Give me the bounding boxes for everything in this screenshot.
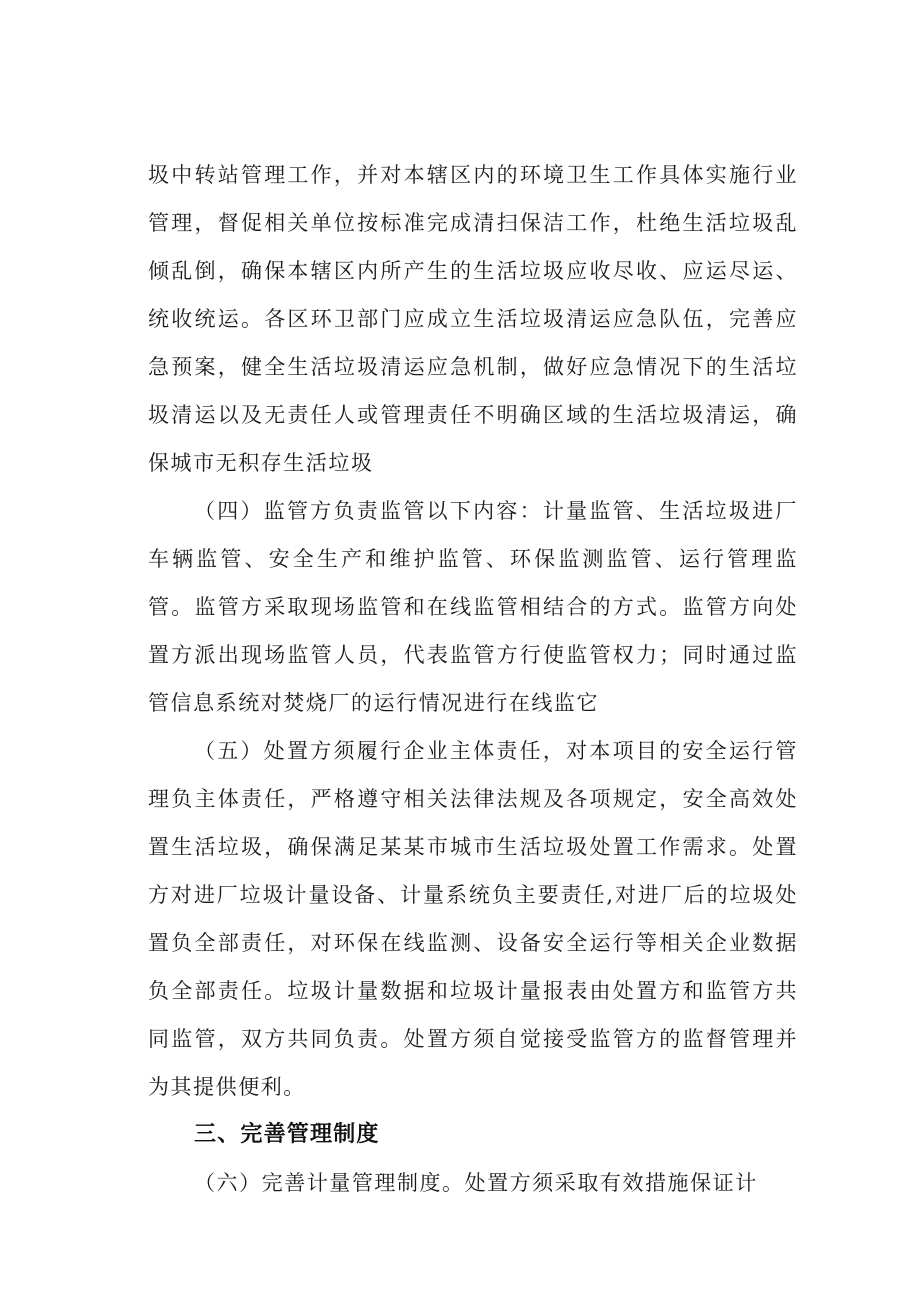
- section-heading: 三、完善管理制度: [194, 1122, 380, 1147]
- paragraph-continued: 圾中转站管理工作，并对本辖区内的环境卫生工作具体实施行业管理，督促相关单位按标准完成清扫保洁工作，杜绝生活垃圾乱倾乱倒，确保本辖区内所产生的生活垃圾应收尽收、应运尽运、统收统运。各区环卫部门应成立生活垃圾清运应急队伍，完善应急预案，健全生活垃圾清运应急机制，做好应急情况下的生活垃圾清运以及无责任人或管理责任不明确区域的生活垃圾清运，确保城市无积存生活垃圾: [148, 163, 798, 475]
- paragraph-item-4: （四）监管方负责监管以下内容：计量监管、生活垃圾进厂车辆监管、安全生产和维护监管、环保监测监管、运行管理监管。监管方采取现场监管和在线监管相结合的方式。监管方向处置方派出现场监管人员，代表监管方行使监管权力；同时通过监管信息系统对焚烧厂的运行情况进行在线监它: [148, 499, 798, 715]
- document-body: [148, 151, 798, 1207]
- paragraph-item-5: （五）处置方须履行企业主体责任，对本项目的安全运行管理负主体责任，严格遵守相关法律法规及各项规定，安全高效处置生活垃圾，确保满足某某市城市生活垃圾处置工作需求。处置方对进厂垃圾计量设备、计量系统负主要责任,对进厂后的垃圾处置负全部责任，对环保在线监测、设备安全运行等相关企业数据负全部责任。垃圾计量数据和垃圾计量报表由处置方和监管方共同监管，双方共同负责。处置方须自觉接受监管方的监督管理并为其提供便利。: [148, 739, 798, 1099]
- paragraph-item-6: （六）完善计量管理制度。处置方须采取有效措施保证计: [194, 1171, 758, 1195]
